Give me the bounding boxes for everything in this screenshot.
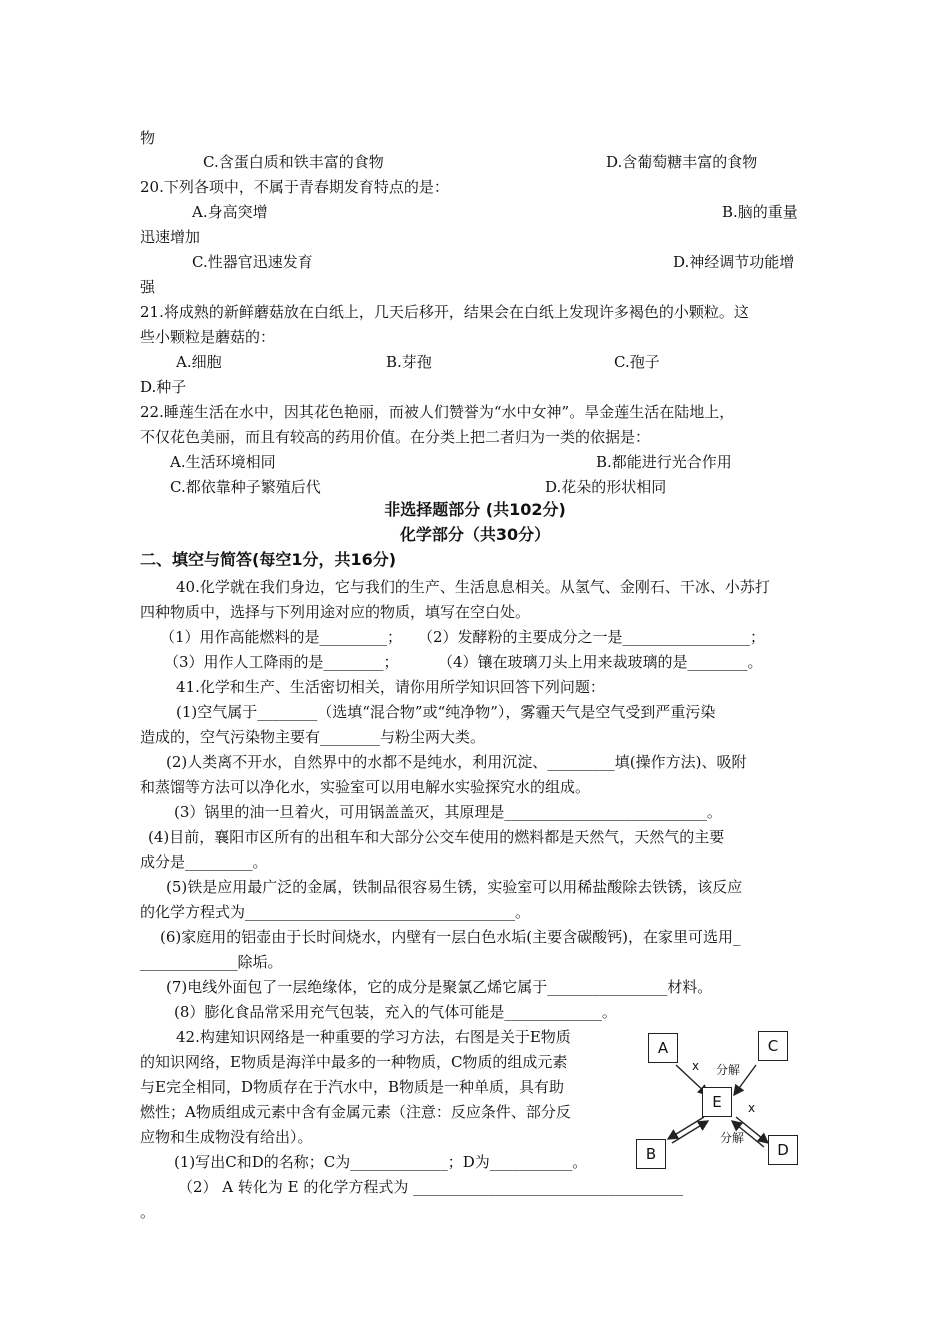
node-c: C: [758, 1031, 788, 1061]
q40-stem: 40.化学就在我们身边，它与我们的生产、生活息息相关。从氢气、金刚石、干冰、小苏打: [176, 578, 770, 596]
q42-part-1: (1)写出C和D的名称；C为_____________；D为___________。: [174, 1153, 588, 1171]
q41-part-1: (1)空气属于________（选填“混合物”或“纯净物”），雾霾天气是空气受到严重污染: [176, 703, 716, 721]
q20-option-c: C.性器官迅速发育: [192, 253, 313, 271]
q42-stem-line-5: 应物和生成物没有给出）。: [140, 1128, 313, 1146]
node-d: D: [768, 1135, 798, 1165]
section-2-heading: 二、填空与简答(每空1分，共16分): [140, 550, 397, 569]
q20-option-d: D.神经调节功能增: [673, 253, 795, 271]
q42-stem-line-3: 与E完全相同，D物质存在于汽水中，B物质是一种单质，具有助: [140, 1078, 565, 1096]
q41-stem: 41.化学和生产、生活密切相关，请你用所学知识回答下列问题：: [176, 678, 605, 696]
q22-option-c: C.都依靠种子繁殖后代: [170, 478, 321, 496]
q20-option-b: B.脑的重量: [722, 203, 798, 221]
q21-stem-cont: 些小颗粒是蘑菇的：: [140, 328, 276, 346]
q20-stem: 20.下列各项中，不属于青春期发育特点的是：: [140, 178, 449, 196]
q41-part-8: (8）膨化食品常采用充气包装，充入的气体可能是_____________。: [174, 1003, 617, 1021]
q40-part-2: （2）发酵粉的主要成分之一是_________________；: [418, 628, 766, 646]
q41-part-2-cont: 和蒸馏等方法可以净化水，实验室可以用电解水实验探究水的组成。: [140, 778, 591, 796]
q40-part-4: （4）镶在玻璃刀头上用来裁玻璃的是________。: [438, 653, 763, 671]
arrow-b-to-e: [672, 1121, 708, 1143]
chemistry-heading: 化学部分（共30分）: [399, 525, 551, 544]
q41-part-6-cont: _____________除垢。: [140, 953, 283, 971]
label-decompose-1: 分解: [716, 1063, 741, 1077]
label-decompose-2: 分解: [720, 1131, 745, 1145]
q20-option-b-cont: 迅速增加: [140, 228, 201, 246]
arrow-e-to-b: [668, 1117, 704, 1139]
q41-part-4: (4)目前，襄阳市区所有的出租车和大部分公交车使用的燃料都是天然气，天然气的主要: [148, 828, 725, 846]
q19-option-d: D.含葡萄糖丰富的食物: [606, 153, 758, 171]
q20-option-d-cont: 强: [140, 278, 156, 296]
q41-part-7: (7)电线外面包了一层绝缘体，它的成分是聚氯乙烯它属于________________材料。: [166, 978, 713, 996]
q42-stem-line-4: 燃性；A物质组成元素中含有金属元素（注意：反应条件、部分反: [140, 1103, 571, 1121]
q41-part-2: (2)人类离不开水，自然界中的水都不是纯水，利用沉淀、_________填(操作方法)、吸附: [166, 753, 747, 771]
q21-stem: 21.将成熟的新鲜蘑菇放在白纸上，几天后移开，结果会在白纸上发现许多褐色的小颗粒。这: [140, 303, 749, 321]
q41-part-5: (5)铁是应用最广泛的金属，铁制品很容易生锈，实验室可以用稀盐酸除去铁锈，该反应: [166, 878, 743, 896]
part-heading: 非选择题部分 (共102分): [384, 500, 566, 519]
q40-part-1: （1）用作高能燃料的是_________；: [160, 628, 403, 646]
q42-part-2-cont: 。: [140, 1203, 156, 1221]
q21-option-c: C.孢子: [614, 353, 660, 371]
q22-option-d: D.花朵的形状相同: [545, 478, 667, 496]
node-b: B: [636, 1139, 666, 1169]
q22-option-a: A.生活环境相同: [170, 453, 276, 471]
q41-part-6: (6)家庭用的铝壶由于长时间烧水，内壁有一层白色水垢(主要含碳酸钙)，在家里可选用_: [160, 928, 741, 946]
q40-stem-cont: 四种物质中，选择与下列用途对应的物质，填写在空白处。: [140, 603, 531, 621]
q42-stem: 42.构建知识网络是一种重要的学习方法，右图是关于E物质: [176, 1028, 571, 1046]
q41-part-5-cont: 的化学方程式为____________________________________。: [140, 903, 531, 921]
node-a: A: [648, 1033, 678, 1063]
q22-stem: 22.睡莲生活在水中，因其花色艳丽，而被人们赞誉为“水中女神”。旱金莲生活在陆地上，: [140, 403, 735, 421]
q41-part-3: (3）锅里的油一旦着火，可用锅盖盖灭，其原理是___________________________。: [174, 803, 722, 821]
q41-part-4-cont: 成分是_________。: [140, 853, 268, 871]
knowledge-network-diagram: [628, 1025, 820, 1175]
q22-stem-cont: 不仅花色美丽，而且有较高的药用价值。在分类上把二者归为一类的依据是：: [140, 428, 651, 446]
label-x-1: x: [692, 1059, 700, 1073]
q42-stem-line-2: 的知识网络，E物质是海洋中最多的一种物质，C物质的组成元素: [140, 1053, 568, 1071]
node-e: E: [702, 1087, 732, 1117]
q22-option-b: B.都能进行光合作用: [596, 453, 732, 471]
q21-option-a: A.细胞: [176, 353, 222, 371]
q19-option-c: C.含蛋白质和铁丰富的食物: [203, 153, 384, 171]
q40-part-3: （3）用作人工降雨的是________；: [164, 653, 399, 671]
q41-part-1-cont: 造成的，空气污染物主要有________与粉尘两大类。: [140, 728, 486, 746]
label-x-2: x: [748, 1101, 756, 1115]
q21-option-d: D.种子: [140, 378, 187, 396]
q20-option-a: A.身高突增: [192, 203, 268, 221]
q21-option-b: B.芽孢: [386, 353, 432, 371]
q19-continuation: 物: [140, 129, 156, 147]
q42-part-2: （2） A 转化为 E 的化学方程式为 ____________________________________: [178, 1178, 684, 1196]
